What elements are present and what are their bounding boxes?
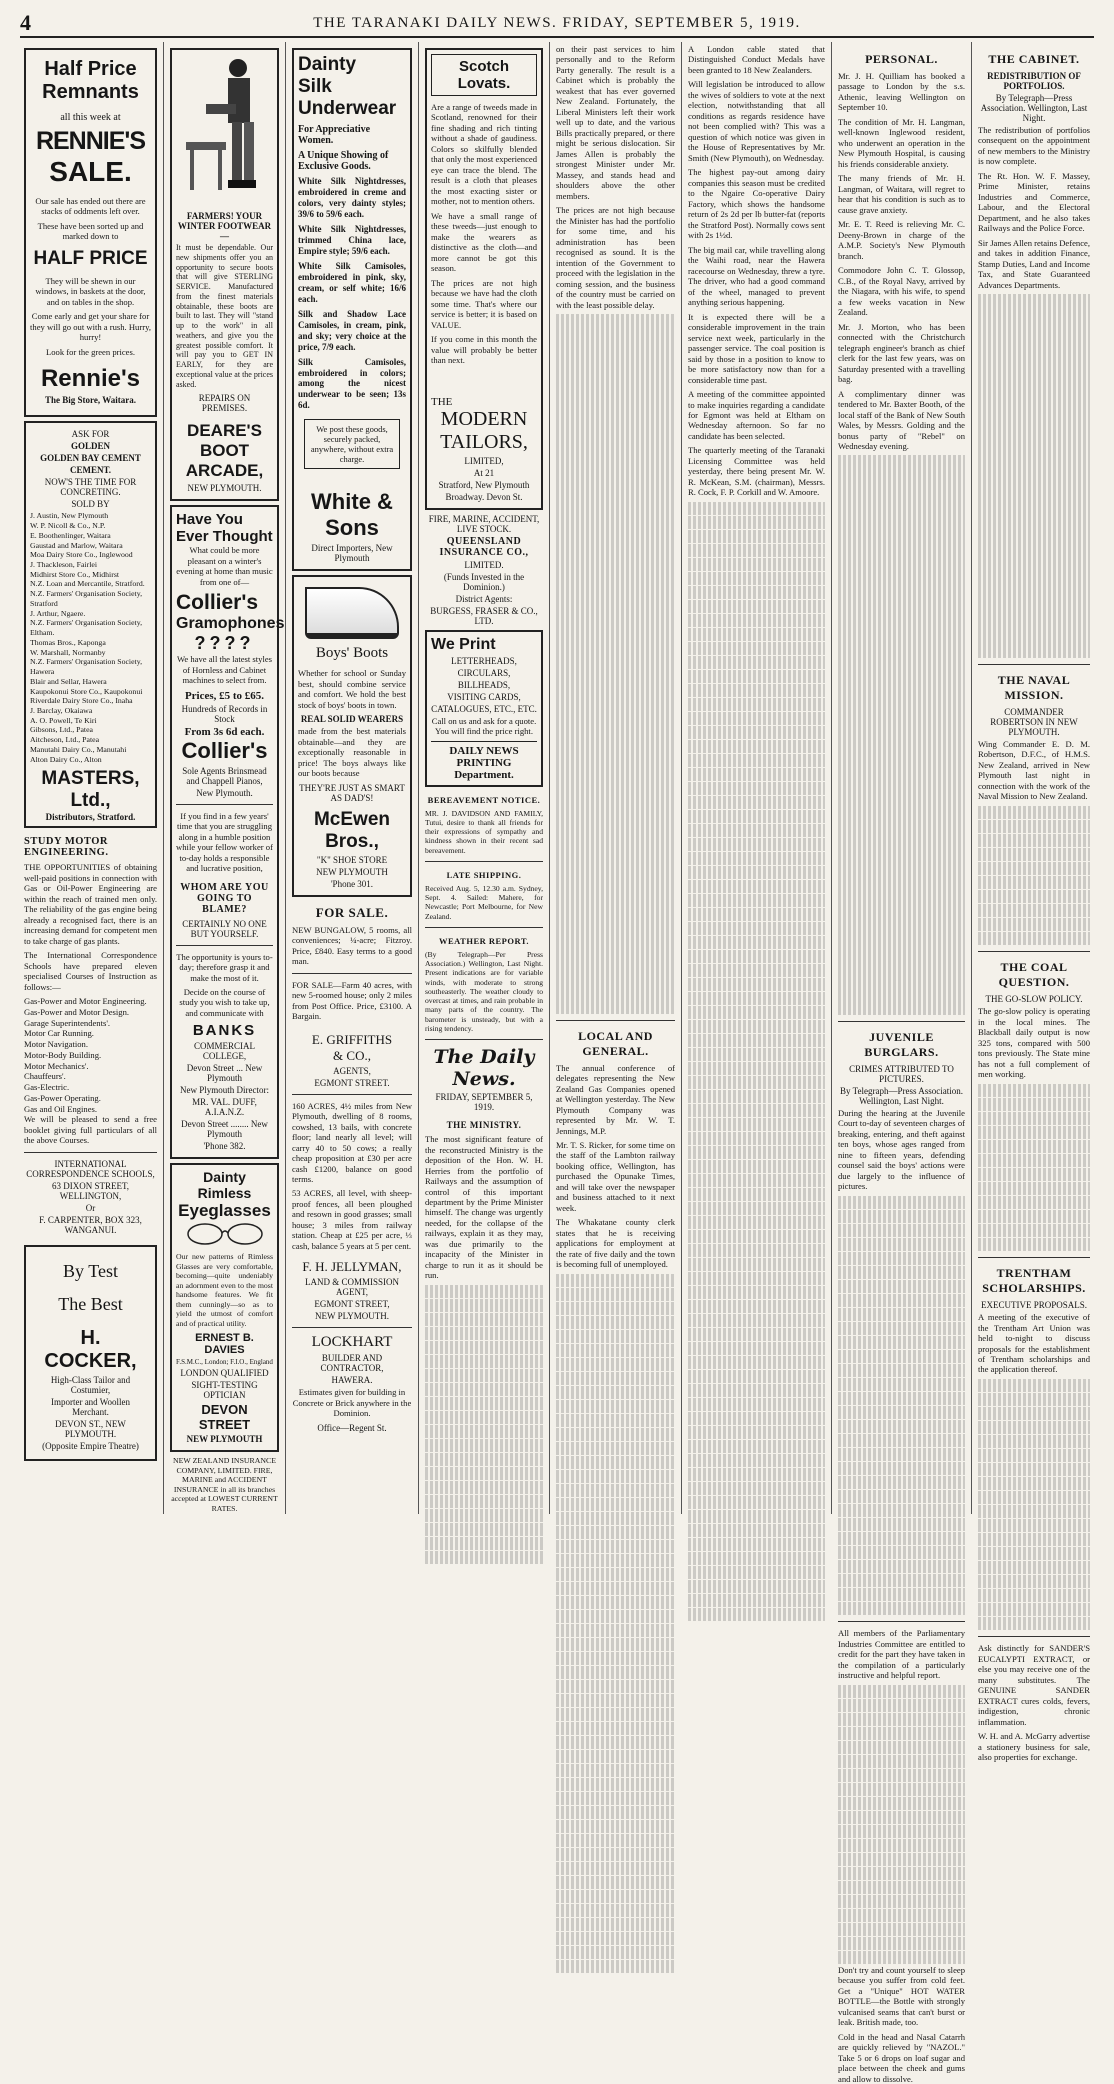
bereavement-head: BEREAVEMENT NOTICE. xyxy=(427,794,541,805)
local-general-head: LOCAL AND GENERAL. xyxy=(578,1028,653,1058)
column-6 xyxy=(682,42,832,1514)
collier-body: What could be more pleasant on a winter's evening at home than music from one of— xyxy=(176,545,273,587)
cocker-line2: Importer and Woollen Merchant. xyxy=(50,1396,131,1417)
editorial-date: FRIDAY, SEPTEMBER 5, 1919. xyxy=(435,1092,533,1113)
article-para: Wing Commander E. D. M. Robertson, D.F.C., of H.M.S. New Zealand, arrived in New Plymouth last night in connection with the work of the Naval Mission to New Zealand. xyxy=(978,738,1090,802)
cocker-name: H. COCKER, xyxy=(44,1326,137,1372)
davies-town: NEW PLYMOUTH xyxy=(186,1434,263,1445)
scotch-ltd: LIMITED, xyxy=(464,455,504,466)
article-para: Commodore John C. T. Glossop, C.B., of the Royal Navy, arrived by the Niagara, with his wife, to spend a few weeks vacation in New Zealand. xyxy=(838,265,965,318)
rennie-body4: Come early and get your share for they will go out with a rush. Hurry, hurry! xyxy=(30,311,151,343)
masters-cement2: CEMENT. xyxy=(69,465,112,476)
cocker-line4: (Opposite Empire Theatre) xyxy=(42,1440,139,1451)
course: Gas-Power and Motor Engineering. xyxy=(24,996,147,1007)
silk-foot: Direct Importers, New Plymouth xyxy=(311,543,393,564)
davies-title2: Eyeglasses xyxy=(178,1201,271,1221)
column-6-continued xyxy=(688,502,825,1622)
article-para: Mr. E. T. Reed is relieving Mr. C. Deeny-Brown in charge of the A.M.P. Society's New Plymouth branch. xyxy=(838,219,965,261)
shipping-head: LATE SHIPPING. xyxy=(446,869,522,880)
collier-l1: Have You xyxy=(176,511,243,529)
article-para: The many friends of Mr. H. Langman, of Waitara, will regret to hear that his condition is such as to cause grave anxiety. xyxy=(838,173,965,215)
article-para: The prices are not high because the Minister has had the portfolio for some time, and his administration has been recognised as sound. It is the intention of the Government to proceed with the legislation in the coming session, and the business of the country must be carried on with the least possible delay. xyxy=(556,205,675,310)
seller: Aitcheson, Ltd., Patea xyxy=(30,735,100,745)
boots-body2: made from the best materials obtainable—and they are exceptionally reasonable in price! The boys always like our boots because xyxy=(298,726,406,779)
banks-dir: New Plymouth Director: xyxy=(180,1085,269,1096)
deare-name1: DEARE'S xyxy=(187,421,262,441)
editorial-paper: The Daily News. xyxy=(433,1046,535,1091)
course: Garage Superintendents'. xyxy=(24,1017,111,1028)
column-2 xyxy=(164,42,286,1514)
column-4 xyxy=(419,42,550,1514)
boots-body: Whether for school or Sunday best, should combine service and comfort. We hold the best stock of boys' boots in town. xyxy=(298,668,406,710)
rennie-line2: Remnants xyxy=(42,81,139,103)
boots-name: McEwen Bros., xyxy=(313,808,391,852)
rennie-body1: Our sale has ended out there are stacks of oddments left over. xyxy=(35,196,146,217)
course: Motor Navigation. xyxy=(24,1039,88,1050)
masters-golden: GOLDEN xyxy=(70,441,110,452)
collier-name: Collier's xyxy=(176,591,259,615)
deare-caption: FARMERS! YOUR WINTER FOOTWEAR— xyxy=(177,211,272,241)
rennie-name: RENNIE'S xyxy=(35,127,146,155)
seller: J. Austin, New Plymouth xyxy=(30,511,109,521)
silk-for: For Appreciative Women. xyxy=(298,124,371,146)
article-para: During the hearing at the Juvenile Court to-day of seventeen charges of breaking, entering, and theft against ten boys, whose ages ranged from nine to fifteen years, defending counsel said the boys' actions were due largely to the influence of pictures. xyxy=(838,1107,965,1192)
boots-shoe: "K" SHOE STORE xyxy=(316,854,388,865)
forsale-ad: FOR SALE—Farm 40 acres, with new 5-roomed house; only 2 miles from Post Office. Price, £3100. A Bargain. xyxy=(292,979,412,1022)
banks-phone: 'Phone 382. xyxy=(203,1141,246,1152)
article-para: It is expected there will be a considerable improvement in the train service next week, particularly in the passenger service. The coal position is said by those in a position to know to be more satisfactory now than for a considerable time past. xyxy=(688,311,825,385)
boots-town: NEW PLYMOUTH xyxy=(316,866,388,877)
article-para: Ask distinctly for SANDER'S EUCALYPTI EXTRACT, or else you may receive one of the many substitutes. The GENUINE SANDER EXTRACT cures colds, fevers, indigestion, chronic inflammation. xyxy=(978,1643,1090,1727)
seller: Gibsons, Ltd., Patea xyxy=(30,725,94,735)
seller: Midhirst Store Co., Midhirst xyxy=(30,569,120,579)
boots-phone: 'Phone 301. xyxy=(330,878,374,889)
masters-cement: GOLDEN BAY CEMENT xyxy=(40,453,141,464)
editorial-continued xyxy=(425,1285,543,1565)
study-body: THE OPPORTUNITIES of obtaining well-paid positions in connection with Gas or Oil-Power Engineering are within the reach of trained men only. The reliability of the gas engine being already a recognised fact, there is an increasing demand for competent men to take charge of gas plants. xyxy=(24,862,157,946)
davies-title1: Dainty Rimless xyxy=(197,1169,252,1202)
rennie-body3: They will be shewn in our windows, in baskets at the door, and on tables in the shop. xyxy=(35,275,146,307)
collier-ad xyxy=(170,505,285,1159)
boots-title: Boys' Boots xyxy=(315,645,389,662)
silk-name: White & Sons xyxy=(311,489,393,541)
seller: Thomas Bros., Kaponga xyxy=(30,637,106,647)
silk-unique: A Unique Showing of Exclusive Goods. xyxy=(298,150,389,172)
byline: By Telegraph—Press Association. Wellington, Last Night. xyxy=(980,93,1088,123)
article-para: The condition of Mr. H. Langman, well-known Inglewood resident, who underwent an operation in the New Plymouth Hospital, is causing his friends considerable anxiety. xyxy=(838,116,965,169)
study-addr2: F. CARPENTER, BOX 323, WANGANUI. xyxy=(39,1214,142,1235)
personal-continued xyxy=(838,455,965,1015)
queensland-inc: (Funds Invested in the Dominion.) xyxy=(443,571,525,592)
rennie-body2: These have been sorted up and marked down to xyxy=(37,220,144,242)
weather-head: WEATHER REPORT. xyxy=(438,935,529,946)
seller: J. Barclay, Okaiawa xyxy=(30,706,93,716)
coal-head: THE COAL QUESTION. xyxy=(998,960,1070,990)
study-body3: We will be pleased to send a free booklet giving full particulars of all the above Courses. xyxy=(24,1114,157,1146)
print-ad xyxy=(425,630,543,787)
queensland-name: QUEENSLAND INSURANCE CO., xyxy=(439,535,529,558)
silk-t3: Underwear xyxy=(298,98,397,119)
griffiths-street: EGMONT STREET. xyxy=(314,1077,390,1088)
scotch-body2: We have a small range of these tweeds—just enough to make the wearers as distinctive as the cloth—and more cannot be got this season. xyxy=(431,210,537,274)
print-title: We Print xyxy=(431,635,496,653)
scotch-body: Are a range of tweeds made in Scotland, renowned for their fine shading and rich tinting without a shade of gaudiness. Colors so skilfully blended that only the most experienced eye can trace the blend. The result is a cloth that pleases the most exacting sister or mother, not to mention others. xyxy=(431,102,537,207)
boot-illustration xyxy=(305,587,399,639)
lockhart-desc: BUILDER AND CONTRACTOR, xyxy=(320,1353,384,1374)
collier-body2: We have all the latest styles of Hornless and Cabinet machines to select from. xyxy=(176,654,272,686)
course: Motor Mechanics'. xyxy=(24,1060,89,1071)
seller: N.Z. Farmers' Organisation Society, Eltham. xyxy=(30,618,143,638)
seller: J. Arthur, Ngaere. xyxy=(30,608,86,618)
print-dept: DAILY NEWS PRINTING Department. xyxy=(431,741,537,781)
coal-subhead: THE GO-SLOW POLICY. xyxy=(985,994,1083,1005)
newspaper-title: THE TARANAKI DAILY NEWS. FRIDAY, SEPTEMBER 5, 1919. xyxy=(313,14,801,31)
article-para: Mr. J. H. Quilliam has booked a passage to London by the s.s. Athenic, leaving Wellington on September 10. xyxy=(838,71,965,113)
cocker-line1: High-Class Tailor and Costumier, xyxy=(50,1374,131,1395)
deare-repairs: REPAIRS ON PREMISES. xyxy=(198,393,251,414)
collier-town: New Plymouth. xyxy=(196,787,253,798)
naval-continued xyxy=(978,806,1090,946)
silk-item: White Silk Nightdresses, trimmed China lace, Empire style; 59/6 each. xyxy=(298,223,406,256)
course: Gas-Power and Motor Design. xyxy=(24,1006,130,1017)
seller: Moa Dairy Store Co., Inglewood xyxy=(30,550,133,560)
local-continued xyxy=(556,1274,675,1974)
course: Chauffeurs'. xyxy=(24,1071,66,1082)
masters-sold: SOLD BY xyxy=(71,499,110,510)
scotch-title: Scotch Lovats. xyxy=(431,54,537,96)
byline: By Telegraph—Press Association. Wellington, Last Night. xyxy=(840,1085,963,1106)
davies-q3: SIGHT-TESTING OPTICIAN xyxy=(191,1380,258,1401)
rennie-half: HALF PRICE xyxy=(33,247,148,269)
course: Motor Car Running. xyxy=(24,1028,94,1039)
article-para: The annual conference of delegates representing the New Zealand Gas Companies opened at Wellington yesterday. The New Plymouth Company was represented by Mr. W. T. Jennings, M.P. xyxy=(556,1062,675,1136)
article-para: A meeting of the committee appointed to make inquiries regarding a candidate for Egmont was held at Eltham on Wednesday afternoon. So far no candidate has been selected. xyxy=(688,389,825,441)
column-1 xyxy=(18,42,164,1514)
scotch-addr2: Broadway. Devon St. xyxy=(445,491,523,502)
cocker-by: By Test xyxy=(63,1260,118,1281)
silk-post: We post these goods, securely packed, anywhere, without extra charge. xyxy=(304,419,400,469)
study-addr1: 63 DIXON STREET, WELLINGTON, xyxy=(51,1180,130,1201)
banks-addr: Devon Street ... New Plymouth xyxy=(186,1063,263,1084)
collier-body3: If you find in a few years' time that you are struggling along in a humble position while your fellow worker of to-day holds a responsible and lucrative position, xyxy=(176,810,273,874)
silk-item: White Silk Camisoles, embroidered in pink, sky, cream, or self white; 16/6 each. xyxy=(298,260,406,304)
cocker-ad xyxy=(24,1245,157,1461)
print-item: VISITING CARDS, xyxy=(447,691,521,702)
silk-item: Silk Camisoles, embroidered in colors; among the nicest underwear to be seen; 13s 6d. xyxy=(298,356,406,411)
article-para: Sir James Allen retains Defence, and takes in addition Finance, Stamp Duties, Land and Income Tax, and State Guaranteed Advances Departments. xyxy=(978,237,1090,290)
seller: A. O. Powell, Te Kiri xyxy=(30,715,97,725)
collier-records: Hundreds of Records in Stock xyxy=(181,703,268,724)
article-para: A complimentary dinner was tendered to Mr. Baxter Booth, of the local staff of the Bank of New South Wales, by Messrs. Golding and the bonus party of "Rebel" on Wednesday evening. xyxy=(838,388,965,451)
scotch-t3: TAILORS, xyxy=(440,430,528,453)
juvenile-continued xyxy=(838,1196,965,1616)
page-number: 4 xyxy=(20,10,33,35)
davies-body: Our new patterns of Rimless Glasses are very comfortable, becoming—quite undeniably an adornment even to the most handsome features. We fit them cunningly—so as to yield the utmost of comfort and of practical utility. xyxy=(176,1252,273,1328)
silk-item: White Silk Nightdresses, embroidered in creme and colors, very dainty styles; 39/6 to 59/6 each. xyxy=(298,176,406,219)
article-para: W. H. and A. McGarry advertise a stationery business for sale, also properties for exchange. xyxy=(978,1731,1090,1763)
study-body2: The International Correspondence Schools have prepared eleven specialised Courses of Instruction as follows:— xyxy=(24,950,157,992)
seller: Riverdale Dairy Store Co., Inaha xyxy=(30,696,133,706)
silk-ad xyxy=(292,48,412,571)
collier-decide: Decide on the course of study you wish to take up, and communicate with xyxy=(179,987,270,1018)
masters-ask: ASK FOR xyxy=(71,429,110,440)
man-lacing-boot-illustration xyxy=(176,54,276,204)
article-para: The Whakatane county clerk states that he is receiving applications for employment at the rate of five daily and the town is becoming full of unemployed. xyxy=(556,1217,675,1270)
naval-subhead: COMMANDER ROBERTSON IN NEW PLYMOUTH. xyxy=(990,706,1078,737)
scotch-body3: The prices are not high because we have had the cloth some time. That's where our service is better; it is based on VALUE. xyxy=(431,277,537,330)
print-item: CIRCULARS, xyxy=(457,667,511,678)
bereavement-body: MR. J. DAVIDSON AND FAMILY, Tutui, desire to thank all friends for their expressions of sympathy and kindness shown in their recent sad bereavement. xyxy=(425,808,543,855)
collier-agents: Sole Agents Brinsmead and Chappell Pianos, xyxy=(182,765,267,786)
article-para: Don't try and count yourself to sleep because you suffer from cold feet. Get a "Unique" HOT WATER BOTTLE—the Bottle with strongly vulcanised seams that can't burst or leak. British made, too. xyxy=(838,1964,965,2028)
column-3 xyxy=(286,42,419,1514)
forsale-ad: NEW BUNGALOW, 5 rooms, all conveniences; ¼-acre; Fitzroy. Price, £840. Easy terms to a good man. xyxy=(292,924,412,967)
article-para: A London cable stated that Distinguished Conduct Medals have been granted to 18 New Zealanders. xyxy=(688,44,825,75)
article-para: The Rt. Hon. W. F. Massey, Prime Minister, retains Industries and Commerce, Labour, and the Electoral Department, and he also takes Railways and the Police Force. xyxy=(978,170,1090,234)
scotch-addr: Stratford, New Plymouth xyxy=(438,479,530,490)
cocker-line3: DEVON ST., NEW PLYMOUTH. xyxy=(55,1418,126,1439)
lockhart-name: LOCKHART xyxy=(311,1334,393,1351)
course: Gas and Oil Engines. xyxy=(24,1103,98,1114)
deare-name2: BOOT xyxy=(199,441,250,461)
article-para: Will legislation be introduced to allow the wives of soldiers to vote at the next election, notwithstanding that all conditions as regards residence have not been complied with? This was a question of which notice was given in the House of Representatives by Mr. Smith (New Plymouth), on Wednesday. xyxy=(688,79,825,163)
rennie-line1: Half Price xyxy=(44,58,137,80)
farm-listing: 160 ACRES, 4½ miles from New Plymouth, dwelling of 8 rooms, cowshed, 13 bails, with concrete floor; land nearly all level; will carry 40 to 50 cows; a really cheap proposition at £30 per acre cash £1200, balance on good terms. xyxy=(292,1100,412,1184)
article-para: The redistribution of portfolios consequent on the appointment of new members to the Ministry is now complete. xyxy=(978,125,1090,167)
seller: N.Z. Farmers' Organisation Society, Hawera xyxy=(30,657,143,677)
silk-item: Silk and Shadow Lace Camisoles, in cream, pink, and sky; very choice at the price, 7/9 each. xyxy=(298,308,406,352)
scotch-at: At 21 xyxy=(473,467,495,478)
scotch-body4: If you come in this month the value will probably be better than next. xyxy=(431,334,537,366)
spectacles-icon xyxy=(180,1221,270,1247)
article-para: The go-slow policy is operating in the local mines. The Blackball daily output is now 325 tons, compared with 500 tons previously. The State mine has not a full complement of men working. xyxy=(978,1006,1090,1080)
farm-listing: 53 ACRES, all level, with sheep-proof fences, all been ploughed and resown in good grasses; small house; 3 miles from railway station. Cheap at £25 per acre, ⅓ cash, balance 5 years at 5 per cent. xyxy=(292,1188,412,1251)
juvenile-head: JUVENILE BURGLARS. xyxy=(864,1029,939,1059)
collier-whom: WHOM ARE YOU GOING TO BLAME? xyxy=(180,881,269,915)
banks-person: MR. VAL. DUFF, A.I.A.N.Z. xyxy=(192,1097,257,1118)
boots-smart: THEY'RE JUST AS SMART AS DAD'S! xyxy=(299,782,405,803)
deare-name3: ARCADE, xyxy=(185,461,264,481)
jellyman-street: EGMONT STREET, xyxy=(314,1299,390,1310)
seller: Alton Dairy Co., Alton xyxy=(30,754,102,764)
study-school: INTERNATIONAL CORRESPONDENCE SCHOOLS, xyxy=(26,1158,155,1179)
queensland-agents: BURGESS, FRASER & CO., LTD. xyxy=(430,605,538,626)
seller: W. Marshall, Normanby xyxy=(30,647,106,657)
queensland-ltd: LIMITED. xyxy=(464,559,504,570)
davies-quals: F.S.M.C., London; F.I.O., England xyxy=(176,1358,273,1367)
rennie-brand: Rennie's xyxy=(40,365,141,393)
scotch-t2: MODERN xyxy=(440,407,528,430)
rennie-ad xyxy=(24,48,157,417)
coal-continued xyxy=(978,1084,1090,1252)
banks-addr2: Devon Street ........ New Plymouth xyxy=(181,1119,268,1140)
nz-insurance-ad: NEW ZEALAND INSURANCE COMPANY, LIMITED. FIRE, MARINE and ACCIDENT INSURANCE in all its branches accepted at LOWEST CURRENT RATES. xyxy=(171,1456,278,1513)
rennie-sale: SALE. xyxy=(49,156,132,187)
masters-now: NOW'S THE TIME FOR CONCRETING. xyxy=(44,477,137,498)
study-title: STUDY MOTOR ENGINEERING. xyxy=(24,836,109,859)
rennie-foot: The Big Store, Waitara. xyxy=(45,395,136,406)
davies-name: ERNEST B. DAVIES xyxy=(195,1332,254,1357)
collier-prices: Prices, £5 to £65. xyxy=(184,689,265,702)
davies-q2: LONDON QUALIFIED xyxy=(180,1368,269,1379)
industries-continued xyxy=(838,1685,965,1965)
seller: Kaupokonui Store Co., Kaupokonui xyxy=(30,686,143,696)
boots-real: REAL SOLID WEARERS xyxy=(300,714,404,725)
course: Gas-Power Operating. xyxy=(24,1092,101,1103)
crimes-subhead: CRIMES ATTRIBUTED TO PICTURES. xyxy=(849,1063,954,1084)
editorial-head: THE MINISTRY. xyxy=(446,1120,522,1131)
article-para: Mr. J. Morton, who has been connected with the Christchurch telegraph engineer's branch as chief clerk for the last few years, was on Saturday presented with a travelling bag. xyxy=(838,321,965,385)
personal-head: PERSONAL. xyxy=(865,52,938,66)
seller: Blair and Sellar, Hawera xyxy=(30,676,107,686)
silk-t2: Silk xyxy=(298,76,332,97)
article-para: Mr. T. S. Ricker, for some time on the staff of the Lambton railway booking office, Wellington, has purchased the Opunake Times, and will take over the newspaper and business attached to it next week. xyxy=(556,1140,675,1213)
seller: E. Boothenlinger, Waitara xyxy=(30,530,111,540)
cocker-best: The Best xyxy=(58,1293,123,1314)
seller: Gaustad and Marlow, Waitara xyxy=(30,540,123,550)
editorial-body: The most significant feature of the reconstructed Ministry is the deposition of the Hon. W. H. Herries from the portfolio of Railways and the assumption of control of this important department by the Prime Minister himself. The change was urgently needed, for the collapse of the railways, explain it as they may, was due primarily to the incapacity of the Minister in charge to run it as it should be run. xyxy=(425,1134,543,1281)
article-para: A meeting of the executive of the Trentham Art Union was held to-night to discuss proposals for the establishment of Trentham scholarships and the application thereof. xyxy=(978,1312,1090,1375)
column-8 xyxy=(972,42,1096,1763)
masters-foot: Distributors, Stratford. xyxy=(45,812,136,823)
trentham-continued xyxy=(978,1379,1090,1631)
banks-college: COMMERCIAL COLLEGE, xyxy=(193,1041,255,1062)
masters-name: MASTERS, Ltd., xyxy=(41,768,140,812)
forsale-head: FOR SALE. xyxy=(315,904,389,920)
print-item: CATALOGUES, ETC., ETC. xyxy=(431,703,537,714)
weather-body: (By Telegraph—Per Press Association.) Wellington, Last Night. Present indications are for variable winds, with moderate to strong southeasterly. The weather cloudy to overcast at times, and rain probable in many parts of the country. The barometer is unsteady, but with a rising tendency. xyxy=(425,949,543,1033)
rennie-line3: all this week at xyxy=(60,112,121,123)
collier-q: ???? xyxy=(194,633,255,654)
collier-from: From 3s 6d each. xyxy=(184,725,265,738)
article-para: Cold in the head and Nasal Catarrh are quickly relieved by "NAZOL." Take 5 or 6 drops on loaf sugar and place between the cheek and gums and allow to dissolve. xyxy=(838,2031,965,2084)
article-continued xyxy=(556,314,675,1014)
column-7 xyxy=(832,42,972,2084)
griffiths-agents: AGENTS, xyxy=(333,1065,371,1076)
davies-ad xyxy=(170,1163,279,1452)
seller: J. Thackleson, Fairlei xyxy=(30,560,97,569)
masters-sellers xyxy=(30,511,151,764)
redistribution-subhead: REDISTRIBUTION OF PORTFOLIOS. xyxy=(987,71,1081,91)
jellyman-name: F. H. JELLYMAN, xyxy=(302,1259,402,1275)
collier-gram: Gramophones xyxy=(176,615,285,633)
study-courses xyxy=(24,996,157,1114)
masthead xyxy=(20,10,1094,38)
print-call: Call on us and ask for a quote. You will find the price right. xyxy=(431,715,537,737)
collier-opportunity: The opportunity is yours to-day; therefore grasp it and make the most of it. xyxy=(176,951,273,983)
seller: N.Z. Farmers' Organisation Society, Stratford xyxy=(30,589,143,608)
print-item: LETTERHEADS, xyxy=(451,655,517,666)
course: Motor-Body Building. xyxy=(24,1049,102,1060)
seller: N.Z. Loan and Mercantile, Stratford. xyxy=(30,579,145,589)
seller: W. P. Nicoll & Co., N.P. xyxy=(30,521,106,531)
article-para: The quarterly meeting of the Taranaki Licensing Committee was held yesterday, there being present Mr. W. R. McKean, S.M. (chairman), Messrs. R. Cock, F. P. Corkill and W. Amoore. xyxy=(688,445,825,498)
article-para: The highest pay-out among dairy companies this season must be credited to the Ngaire Co-operative Dairy Factory, which shows the handsome return of 2s 2d per lb butter-fat (reports the Stratford Post). Normally cows sent with 2s 1½d. xyxy=(688,167,825,241)
scotch-ad xyxy=(425,48,543,510)
boots-ad xyxy=(292,575,412,896)
collier-certainly: CERTAINLY NO ONE BUT YOURSELF. xyxy=(182,918,267,939)
column-5 xyxy=(550,42,682,1514)
seller: Manutahi Dairy Co., Manutahi xyxy=(30,744,127,754)
course: Gas-Electric. xyxy=(24,1082,70,1093)
jellyman-town: NEW PLYMOUTH. xyxy=(315,1311,389,1322)
lockhart-office: Office—Regent St. xyxy=(317,1422,387,1433)
collier-brand: Collier's xyxy=(181,737,268,763)
deare-body: It must be dependable. Our new shipments offer you an opportunity to secure boots that will give STERLING SERVICE. Manufactured from the finest materials obtainable, these boots are built to last. They will "stand up to the work" in all weathers, and give you the greatest possible comfort. It will pay you to GET IN EARLY, for they are exceptional value at the prices asked. xyxy=(176,243,273,389)
masters-ad xyxy=(24,421,157,828)
collier-l2: Ever Thought xyxy=(176,528,273,546)
article-para: All members of the Parliamentary Industries Committee are entitled to credit for the part they have taken in the compilation of a particularly instructive and helpful report. xyxy=(838,1628,965,1681)
trentham-subhead: EXECUTIVE PROPOSALS. xyxy=(980,1300,1087,1311)
naval-head: THE NAVAL MISSION. xyxy=(997,672,1071,702)
davies-street: DEVON STREET xyxy=(198,1402,251,1433)
article-para: The big mail car, while travelling along the Waihi road, near the Hawera racecourse on Wednesday, threw a tyre. The driver, who had a good command of the wheel, managed to prevent anything serious happening. xyxy=(688,244,825,308)
deare-ad xyxy=(170,48,279,501)
article-para: on their past services to him personally and to the Reform Party generally. The result is a Cabinet which is probably the weakest that has ever governed New Zealand. Fortunately, the Liberal Ministers left their work well up to date, and the various Bills practically prepared, or there might be serious dislocation. Sir James Allen is probably the strongest Minister under Mr. Massey, and stands head and shoulders above the other members. xyxy=(556,44,675,201)
banks-name: BANKS xyxy=(192,1022,257,1040)
lockhart-est: Estimates given for building in Concrete or Brick anywhere in the Dominion. xyxy=(292,1387,412,1419)
queensland-dist: District Agents: xyxy=(455,593,513,604)
deare-town: NEW PLYMOUTH. xyxy=(187,483,262,494)
trentham-head: TRENTHAM SCHOLARSHIPS. xyxy=(982,1266,1086,1296)
silk-t1: Dainty xyxy=(298,54,357,75)
queensland-kinds: FIRE, MARINE, ACCIDENT, LIVE STOCK. xyxy=(428,513,540,534)
shipping-body: Received Aug. 5, 12.30 a.m. Sydney, Sept. 4. Sailed: Mahere, for Newcastle; Port Melbourne, for New Zealand. xyxy=(425,883,543,921)
cabinet-continued xyxy=(978,294,1090,658)
scotch-t1: THE xyxy=(431,395,453,408)
jellyman-desc: LAND & COMMISSION AGENT, xyxy=(304,1277,399,1298)
print-item: BILLHEADS, xyxy=(457,679,511,690)
lockhart-town: HAWERA. xyxy=(331,1375,373,1386)
study-or: Or xyxy=(85,1202,96,1213)
rennie-body5: Look for the green prices. xyxy=(45,346,135,357)
cabinet-head: THE CABINET. xyxy=(988,52,1080,66)
griffiths-co: & CO., xyxy=(333,1047,371,1063)
griffiths-name: E. GRIFFITHS xyxy=(311,1031,393,1047)
